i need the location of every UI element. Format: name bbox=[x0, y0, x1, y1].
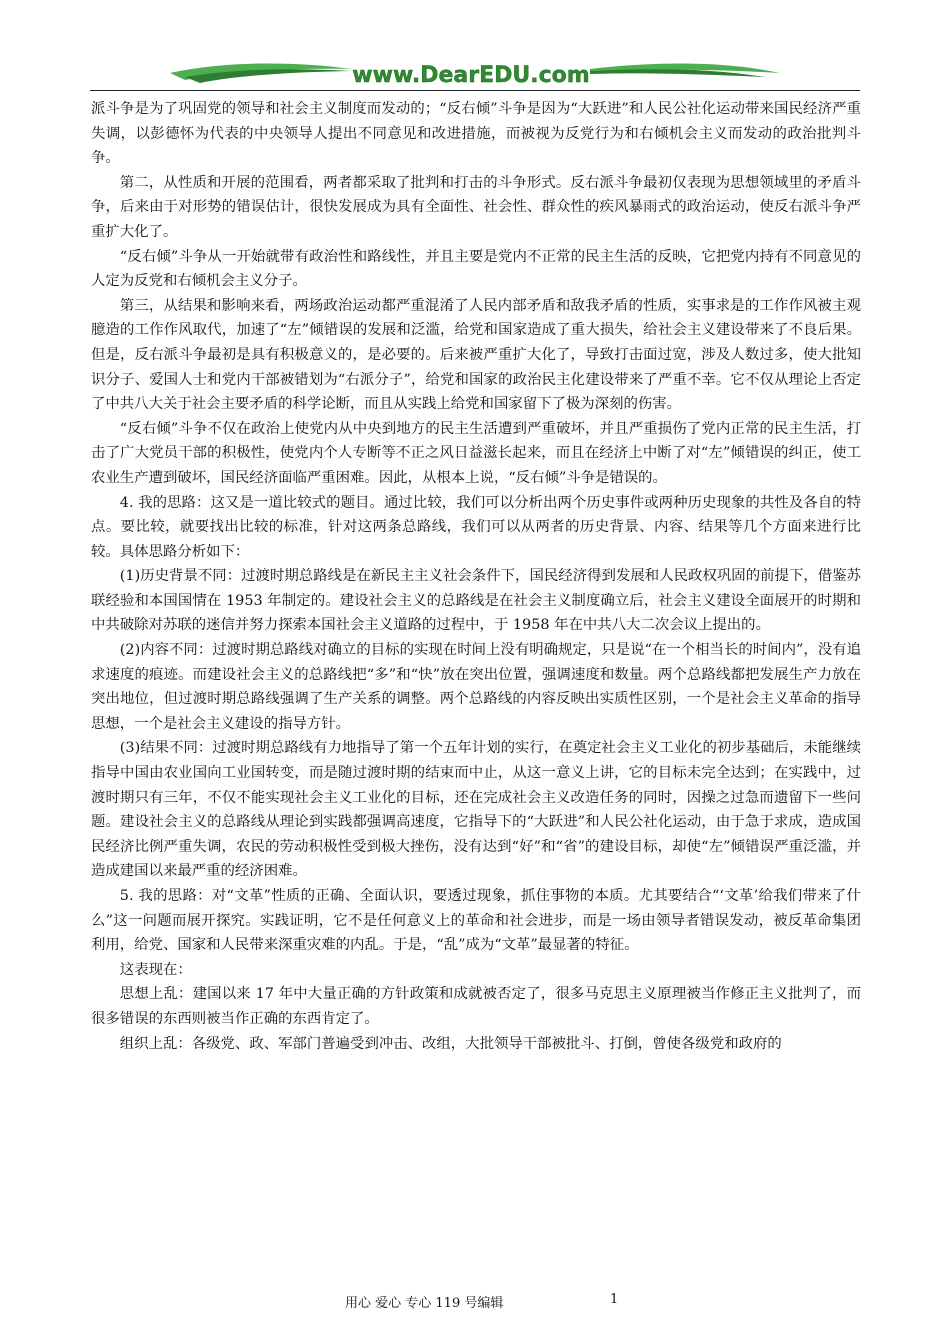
document-body bbox=[91, 97, 861, 1056]
paragraph: 思想上乱：建国以来 17 年中大量正确的方针政策和成就被否定了，很多马克思主义原理被当作修正主义批判了，而很多错误的东西则被当作正确的东西肯定了。 bbox=[91, 986, 861, 1027]
paragraph: “反右倾”斗争不仅在政治上使党内从中央到地方的民主生活遭到严重破坏，并且严重损伤了党内正常的民主生活，打击了广大党员干部的积极性，使党内个人专断等不正之风日益滋长起来，而且在经济上中断了对“左”倾错误的纠正，使工农业生产遭到破坏，国民经济面临严重困难。因此，从根本上说，“反右倾”斗争是错误的。 bbox=[91, 420, 861, 486]
paragraph: 这表现在： bbox=[119, 961, 192, 978]
page-header bbox=[90, 56, 860, 92]
footer-text: 用心 爱心 专心 119 号编辑 bbox=[345, 1296, 504, 1311]
paragraph: 第二，从性质和开展的范围看，两者都采取了批判和打击的斗争形式。反右派斗争最初仅表现为思想领域里的矛盾斗争，后来由于对形势的错误估计，很快发展成为具有全面性、社会性、群众性的疾风暴雨式的政治运动，使反右派斗争严重扩大化了。 bbox=[91, 174, 861, 240]
paragraph: “反右倾”斗争从一开始就带有政治性和路线性，并且主要是党内不正常的民主生活的反映，它把党内持有不同意见的人定为反党和右倾机会主义分子。 bbox=[91, 248, 861, 290]
header-rule bbox=[90, 90, 860, 91]
paragraph: 5. 我的思路：对“文革”性质的正确、全面认识，要透过现象，抓住事物的本质。尤其要结合“‘文革’给我们带来了什么”这一问题而展开探究。实践证明，它不是任何意义上的革命和社会进步，而是一场由领导者错误发动，被反革命集团利用，给党、国家和人民带来深重灾难的内乱。于是，“乱”成为“文革”最显著的特征。 bbox=[91, 888, 861, 954]
paragraph: (2)内容不同：过渡时期总路线对确立的目标的实现在时间上没有明确规定，只是说“在一个相当长的时间内”，没有追求速度的痕迹。而建设社会主义的总路线把“多”和“快”放在突出位置，强调速度和数量。两个总路线都把发展生产力放在突出地位，但过渡时期总路线强调了生产关系的调整。两个总路线的内容反映出实质性区别，一个是社会主义革命的指导思想，一个是社会主义建设的指导方针。 bbox=[91, 642, 861, 732]
header-banner bbox=[90, 56, 860, 92]
paragraph: (3)结果不同：过渡时期总路线有力地指导了第一个五年计划的实行，在奠定社会主义工业化的初步基础后，未能继续指导中国由农业国向工业国转变，而是随过渡时期的结束而中止，从这一意义上讲，它的目标未完全达到；在实践中，过渡时期只有三年，不仅不能实现社会主义工业化的目标，还在完成社会主义改造任务的同时，因操之过急而遗留下一些问题。建设社会主义的总路线从理论到实践都强调高速度，它指导下的“大跃进”和人民公社化运动，由于急于求成，造成国民经济比例严重失调，农民的劳动积极性受到极大挫伤，没有达到“好”和“省”的建设目标，却使“左”倾错误严重泛滥，并造成建国以来最严重的经济困难。 bbox=[91, 740, 861, 880]
header-logo: www.DearEDU.com bbox=[352, 63, 590, 88]
page-number: 1 bbox=[610, 1292, 619, 1307]
paragraph: (1)历史背景不同：过渡时期总路线是在新民主主义社会条件下，国民经济得到发展和人民政权巩固的前提下，借鉴苏联经验和本国国情在 1953 年制定的。建设社会主义的总路线是在社会主义制度确立后，社会主义建设全面展开的时期和中共破除对苏联的迷信并努力探索本国社会主义道路的过程中，于 1958 年在中共八大二次会议上提出的。 bbox=[91, 568, 861, 634]
paragraph: 第三，从结果和影响来看，两场政治运动都严重混淆了人民内部矛盾和敌我矛盾的性质，实事求是的工作作风被主观臆造的工作作风取代，加速了“左”倾错误的发展和泛滥，给党和国家造成了重大损失，给社会主义建设带来了不良后果。但是，反右派斗争最初是具有积极意义的，是必要的。后来被严重扩大化了，导致打击面过宽，涉及人数过多，使大批知识分子、爱国人士和党内干部被错划为“右派分子”，给党和国家的政治民主化建设带来了严重不幸。它不仅从理论上否定了中共八大关于社会主要矛盾的科学论断，而且从实践上给党和国家留下了极为深刻的伤害。 bbox=[91, 297, 861, 413]
paragraph: 派斗争是为了巩固党的领导和社会主义制度而发动的；“反右倾”斗争是因为“大跃进”和人民公社化运动带来国民经济严重失调，以彭德怀为代表的中央领导人提出不同意见和改进措施，而被视为反党行为和右倾机会主义而发动的政治批判斗争。 bbox=[91, 101, 861, 167]
paragraph: 组织上乱：各级党、政、军部门普遍受到冲击、改组，大批领导干部被批斗、打倒，曾使各级党和政府的 bbox=[119, 1035, 782, 1052]
paragraph: 4. 我的思路：这又是一道比较式的题目。通过比较，我们可以分析出两个历史事件或两种历史现象的共性及各自的特点。要比较，就要找出比较的标准，针对这两条总路线，我们可以从两者的历史背景、内容、结果等几个方面来进行比较。具体思路分析如下： bbox=[91, 494, 861, 560]
